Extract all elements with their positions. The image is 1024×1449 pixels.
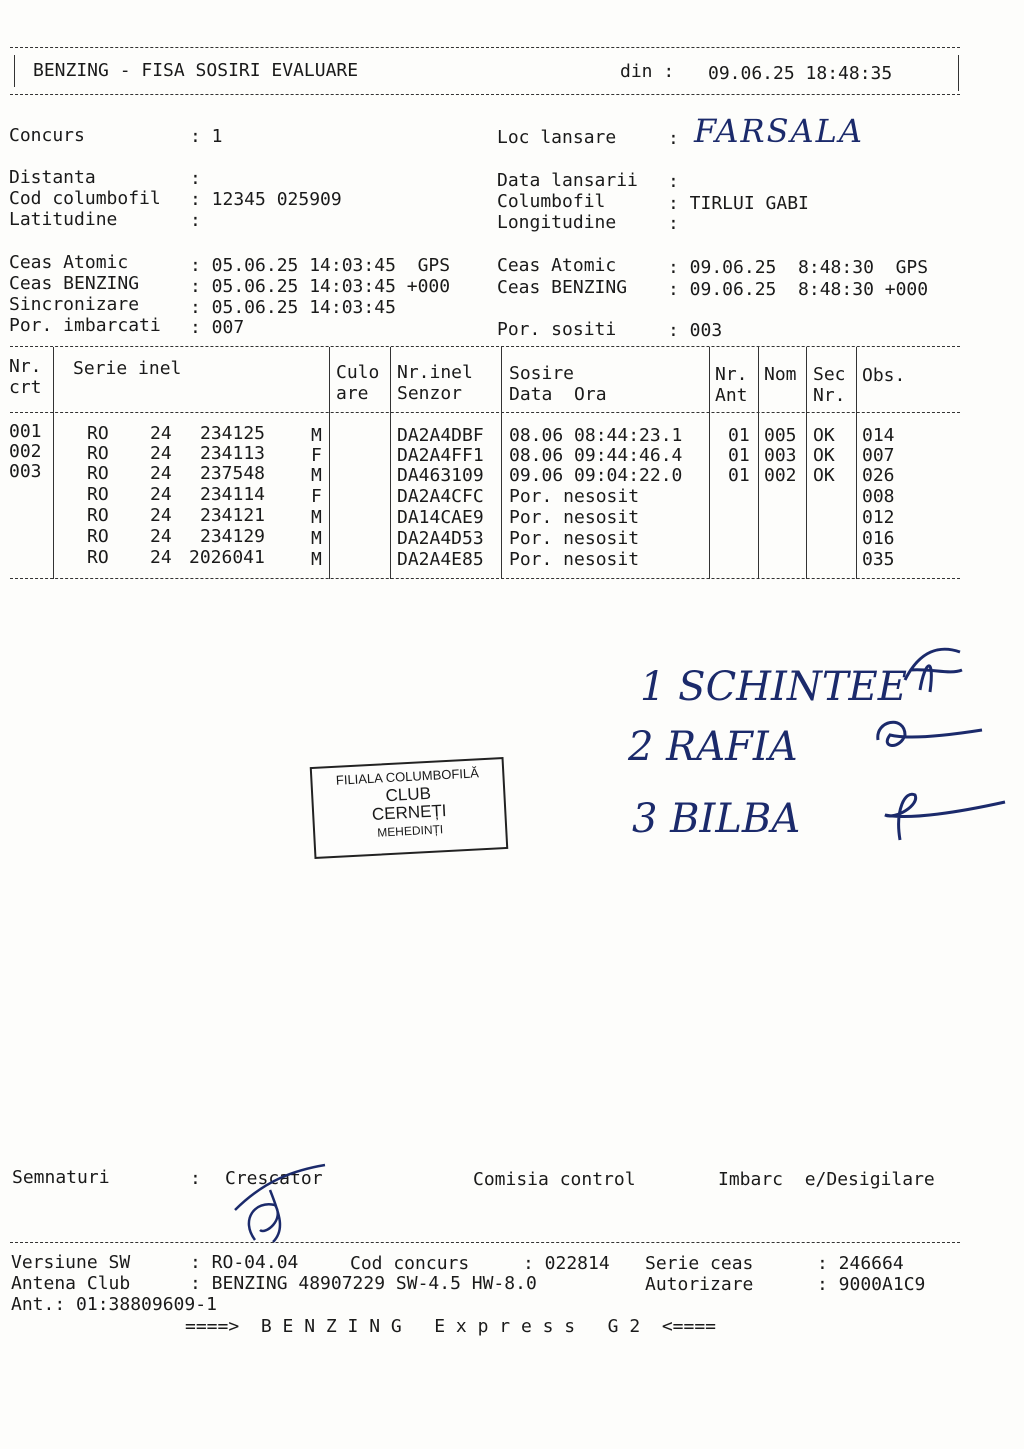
semnaturi-colon: : <box>190 1168 201 1189</box>
ant-line: Ant.: 01:38809609-1 <box>11 1294 217 1315</box>
cell-ant: 01 <box>728 465 750 486</box>
distanta-value: : <box>190 168 201 189</box>
crescator-signature-icon <box>225 1160 335 1250</box>
header-sec-nr: Nr. <box>813 385 846 406</box>
cod-columbofil-value: : 12345 025909 <box>190 189 342 210</box>
din-label: din : <box>620 61 675 82</box>
table-top-rule <box>10 346 960 347</box>
cell-sosire: Por. nesosit <box>509 528 640 549</box>
loc-lansare-value: : <box>668 128 679 149</box>
col-sep <box>390 347 391 579</box>
cell-obs: 026 <box>862 465 895 486</box>
cell-senzor: DA2A4FF1 <box>397 445 484 466</box>
handwritten-line: 3 BILBA <box>632 796 801 842</box>
cod-concurs-value: : 022814 <box>523 1253 610 1274</box>
cell-sosire: Por. nesosit <box>509 486 640 507</box>
cell-sec: OK <box>813 465 835 486</box>
por-sositi-label: Por. sositi <box>497 319 617 340</box>
loc-lansare-label: Loc lansare <box>497 127 617 148</box>
header-are: are <box>336 383 369 404</box>
cell-sosire: 08.06 08:44:23.1 <box>509 425 683 446</box>
data-lansarii-value: : <box>668 171 679 192</box>
longitudine-label: Longitudine <box>497 212 617 233</box>
por-sositi-value: : 003 <box>668 320 723 341</box>
antena-value: : BENZING 48907229 SW-4.5 HW-8.0 <box>190 1273 537 1294</box>
handwritten-line: 1 SCHINTEE <box>640 664 907 710</box>
header-sec: Sec <box>813 364 846 385</box>
serie-ceas-value: : 246664 <box>817 1253 904 1274</box>
cell-ring: 234125 <box>200 423 266 444</box>
header-bottom-rule <box>10 94 960 95</box>
cell-nr: 003 <box>9 461 42 482</box>
cell-obs: 008 <box>862 486 895 507</box>
handwritten-signature-icon <box>870 780 1010 850</box>
cell-sex: F <box>311 445 322 466</box>
columbofil-label: Columbofil <box>497 191 606 212</box>
cell-nom: 002 <box>764 465 797 486</box>
col-sep <box>709 347 710 579</box>
cell-ring: 234114 <box>200 484 266 505</box>
cell-sex: M <box>311 507 322 528</box>
header-nr: Nr. <box>9 356 42 377</box>
header-obs: Obs. <box>862 365 906 386</box>
header-right-border <box>958 55 959 91</box>
concurs-label: Concurs <box>9 125 85 146</box>
cell-year: 24 <box>150 505 172 526</box>
cell-obs: 007 <box>862 445 895 466</box>
cell-sec: OK <box>813 445 835 466</box>
latitudine-value: : <box>190 210 201 231</box>
cell-ring: 234121 <box>200 505 266 526</box>
cell-sosire: 09.06 09:04:22.0 <box>509 465 683 486</box>
cell-year: 24 <box>150 526 172 547</box>
table-bottom-rule <box>10 578 960 579</box>
ceas-benzing-end-label: Ceas BENZING <box>497 277 628 298</box>
por-imbarcati-value: : 007 <box>190 317 245 338</box>
col-sep <box>501 347 502 579</box>
imbarcare-label: Imbarc e/Desigilare <box>718 1169 935 1190</box>
cell-nr: 001 <box>9 421 42 442</box>
handwritten-signature-icon <box>870 710 990 760</box>
cell-sosire: 08.06 09:44:46.4 <box>509 445 683 466</box>
cell-obs: 012 <box>862 507 895 528</box>
header-top-rule <box>10 47 960 48</box>
cell-senzor: DA2A4CFC <box>397 486 484 507</box>
header-culo: Culo <box>336 362 380 383</box>
cell-year: 24 <box>150 423 172 444</box>
cell-ro: RO <box>87 443 109 464</box>
header-crt: crt <box>9 377 42 398</box>
express-banner: ====> B E N Z I N G E x p r e s s G 2 <==== <box>185 1316 717 1337</box>
ceas-benzing-start-label: Ceas BENZING <box>9 273 140 294</box>
cell-ro: RO <box>87 505 109 526</box>
cell-sex: M <box>311 528 322 549</box>
cell-year: 24 <box>150 443 172 464</box>
cell-senzor: DA14CAE9 <box>397 507 484 528</box>
cell-ring: 2026041 <box>189 547 265 568</box>
loc-lansare-handwritten: FARSALA <box>694 112 865 150</box>
por-imbarcati-label: Por. imbarcati <box>9 315 161 336</box>
cell-year: 24 <box>150 463 172 484</box>
col-sep <box>53 347 54 579</box>
sincronizare-label: Sincronizare <box>9 294 140 315</box>
header-sosire: Sosire <box>509 363 575 384</box>
cell-ant: 01 <box>728 425 750 446</box>
header-data-ora: Data Ora <box>509 384 607 405</box>
cell-sec: OK <box>813 425 835 446</box>
cell-year: 24 <box>150 547 172 568</box>
cell-year: 24 <box>150 484 172 505</box>
autorizare-value: : 9000A1C9 <box>817 1274 926 1295</box>
header-senzor: Senzor <box>397 383 463 404</box>
header-nr-ant: Nr. <box>715 364 748 385</box>
header-ant: Ant <box>715 385 748 406</box>
longitudine-value: : <box>668 213 679 234</box>
cell-nom: 005 <box>764 425 797 446</box>
cell-ro: RO <box>87 484 109 505</box>
cell-sosire: Por. nesosit <box>509 549 640 570</box>
col-sep <box>806 347 807 579</box>
cell-sex: F <box>311 486 322 507</box>
ceas-atomic-start-value: : 05.06.25 14:03:45 GPS <box>190 255 451 276</box>
header-serie: Serie inel <box>73 358 182 379</box>
versiune-value: : RO-04.04 <box>190 1252 299 1273</box>
cell-ring: 234113 <box>200 443 266 464</box>
comisia-label: Comisia control <box>473 1169 636 1190</box>
cell-senzor: DA2A4DBF <box>397 425 484 446</box>
ceas-atomic-start-label: Ceas Atomic <box>9 252 129 273</box>
cell-sex: M <box>311 549 322 570</box>
cell-sosire: Por. nesosit <box>509 507 640 528</box>
stamp-line: FILIALA COLUMBOFILĂ <box>335 765 480 788</box>
handwritten-line: 2 RAFIA <box>628 724 798 770</box>
ceas-atomic-end-value: : 09.06.25 8:48:30 GPS <box>668 257 929 278</box>
data-lansarii-label: Data lansarii <box>497 170 638 191</box>
cell-senzor: DA2A4D53 <box>397 528 484 549</box>
cod-concurs-label: Cod concurs <box>350 1253 470 1274</box>
distanta-label: Distanta <box>9 167 96 188</box>
columbofil-value: : TIRLUI GABI <box>668 193 809 214</box>
crescator-label: Crescator <box>225 1168 323 1189</box>
cell-obs: 014 <box>862 425 895 446</box>
latitudine-label: Latitudine <box>9 209 118 230</box>
concurs-value: : 1 <box>190 126 223 147</box>
antena-label: Antena Club <box>11 1273 131 1294</box>
cell-sex: M <box>311 425 322 446</box>
cell-sex: M <box>311 465 322 486</box>
cell-senzor: DA2A4E85 <box>397 549 484 570</box>
stamp-line: CLUB <box>385 783 432 806</box>
ceas-benzing-end-value: : 09.06.25 8:48:30 +000 <box>668 279 929 300</box>
header-left-border <box>14 55 15 87</box>
serie-ceas-label: Serie ceas <box>645 1253 754 1274</box>
cell-ro: RO <box>87 463 109 484</box>
cell-ring: 237548 <box>200 463 266 484</box>
handwritten-signature-icon <box>900 640 970 700</box>
cell-nom: 003 <box>764 445 797 466</box>
col-sep <box>758 347 759 579</box>
semnaturi-label: Semnaturi <box>12 1167 110 1188</box>
cell-obs: 016 <box>862 528 895 549</box>
ceas-atomic-end-label: Ceas Atomic <box>497 255 617 276</box>
report-title: BENZING - FISA SOSIRI EVALUARE <box>33 60 359 81</box>
header-nom: Nom <box>764 364 797 385</box>
sincronizare-value: : 05.06.25 14:03:45 <box>190 297 396 318</box>
cell-nr: 002 <box>9 441 42 462</box>
header-nr-inel: Nr.inel <box>397 362 473 383</box>
table-header-rule <box>10 412 960 413</box>
cell-ro: RO <box>87 547 109 568</box>
club-stamp <box>310 757 509 859</box>
cod-columbofil-label: Cod columbofil <box>9 188 161 209</box>
ceas-benzing-start-value: : 05.06.25 14:03:45 +000 <box>190 276 451 297</box>
col-sep <box>329 347 330 579</box>
cell-ro: RO <box>87 423 109 444</box>
cell-senzor: DA463109 <box>397 465 484 486</box>
versiune-label: Versiune SW <box>11 1252 131 1273</box>
cell-obs: 035 <box>862 549 895 570</box>
cell-ant: 01 <box>728 445 750 466</box>
cell-ro: RO <box>87 526 109 547</box>
cell-ring: 234129 <box>200 526 266 547</box>
din-value: 09.06.25 18:48:35 <box>708 63 893 84</box>
footer-rule <box>10 1242 960 1243</box>
stamp-line: MEHEDINȚI <box>376 822 444 840</box>
stamp-line: CERNEȚI <box>371 801 447 824</box>
col-sep <box>856 347 857 579</box>
autorizare-label: Autorizare <box>645 1274 754 1295</box>
